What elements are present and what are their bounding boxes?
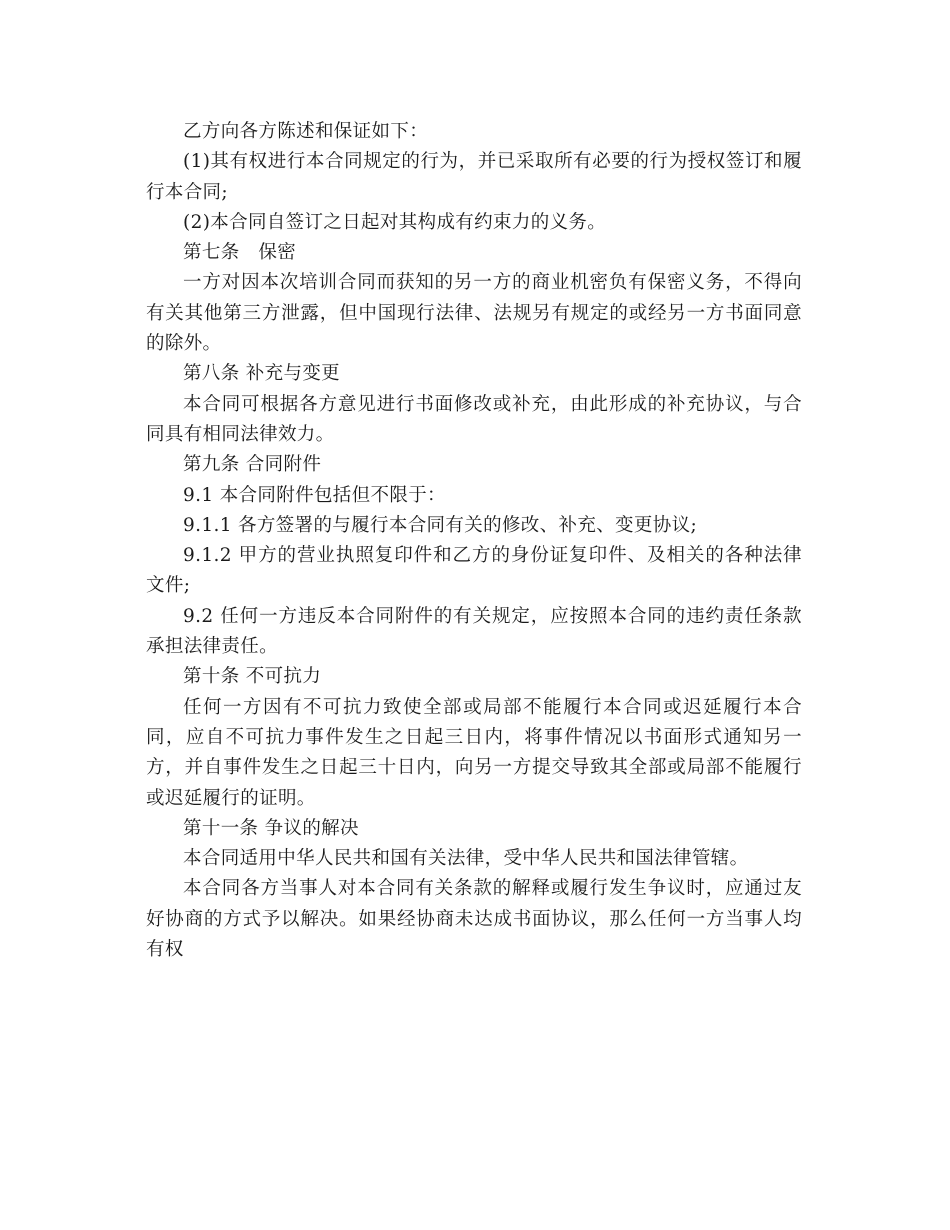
- paragraph-item-1: (1)其有权进行本合同规定的行为，并已采取所有必要的行为授权签订和履行本合同;: [146, 151, 802, 203]
- heading-article-11: 第十一条 争议的解决: [183, 817, 359, 839]
- paragraph-9-1-2: 9.1.2 甲方的营业执照复印件和乙方的身份证复印件、及相关的各种法律文件;: [146, 545, 802, 597]
- paragraph-force-majeure: 任何一方因有不可抗力致使全部或局部不能履行本合同或迟延履行本合同，应自不可抗力事件发生之日起三日内，将事件情况以书面形式通知另一方，并自事件发生之日起三十日内，向另一方提交导致其全部或局部不能履行或迟延履行的证明。: [146, 696, 802, 809]
- heading-article-8: 第八条 补充与变更: [183, 363, 341, 385]
- paragraph-yi-representations: 乙方向各方陈述和保证如下：: [183, 121, 429, 142]
- heading-article-10: 第十条 不可抗力: [183, 666, 322, 688]
- heading-article-7: 第七条 保密: [183, 242, 297, 264]
- heading-article-9: 第九条 合同附件: [183, 454, 322, 476]
- paragraph-governing-law: 本合同适用中华人民共和国有关法律，受中华人民共和国法律管辖。: [183, 848, 749, 870]
- paragraph-dispute-resolution: 本合同各方当事人对本合同有关条款的解释或履行发生争议时，应通过友好协商的方式予以解决。如果经协商未达成书面协议，那么任何一方当事人均有权: [146, 878, 802, 961]
- contract-body: [146, 117, 802, 965]
- paragraph-amendment: 本合同可根据各方意见进行书面修改或补充，由此形成的补充协议，与合同具有相同法律效力。: [146, 393, 802, 445]
- paragraph-9-2: 9.2 任何一方违反本合同附件的有关规定，应按照本合同的违约责任条款承担法律责任。: [146, 605, 802, 658]
- paragraph-9-1-1: 9.1.1 各方签署的与履行本合同有关的修改、补充、变更协议;: [183, 514, 698, 536]
- paragraph-item-2: (2)本合同自签订之日起对其构成有约束力的义务。: [183, 211, 607, 233]
- paragraph-9-1: 9.1 本合同附件包括但不限于：: [183, 484, 446, 506]
- paragraph-confidentiality: 一方对因本次培训合同而获知的另一方的商业机密负有保密义务，不得向有关其他第三方泄露，但中国现行法律、法规另有规定的或经另一方书面同意的除外。: [146, 272, 802, 355]
